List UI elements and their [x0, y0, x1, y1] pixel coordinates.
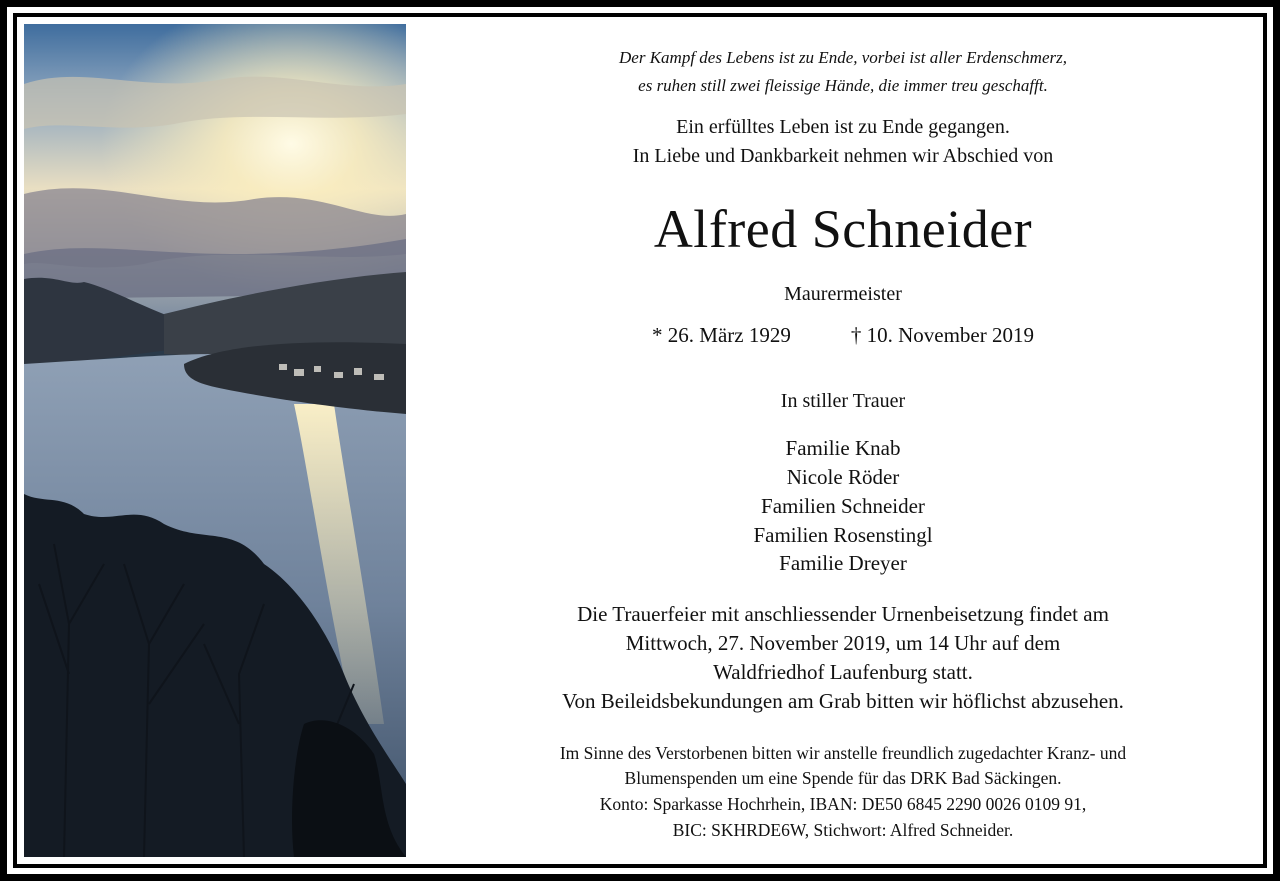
- mourners-heading: In stiller Trauer: [780, 390, 906, 412]
- birth-date: * 26. März 1929: [652, 323, 791, 347]
- life-dates: [430, 323, 1256, 348]
- ceremony-line-4: Von Beileidsbekundungen am Grab bitten wir höflichst abzusehen.: [562, 689, 1124, 713]
- mourner-family: Familien Rosenstingl: [753, 523, 933, 547]
- death-date: † 10. November 2019: [850, 323, 1034, 347]
- profession: Maurermeister: [784, 283, 902, 305]
- intro-line-2: In Liebe und Dankbarkeit nehmen wir Abschied von: [632, 145, 1054, 167]
- donation-line-1: Im Sinne des Verstorbenen bitten wir anstelle freundlich zugedachter Kranz- und: [559, 743, 1127, 763]
- landscape-image: [24, 24, 406, 857]
- donation-line-2: Blumenspenden um eine Spende für das DRK Bad Säckingen.: [624, 768, 1062, 788]
- obituary-text: [430, 0, 1256, 881]
- quote-line-1: Der Kampf des Lebens ist zu Ende, vorbei ist aller Erdenschmerz,: [619, 48, 1067, 67]
- lake-sunset-photo: [24, 24, 406, 857]
- deceased-name: Alfred Schneider: [653, 199, 1033, 259]
- intro-line-1: Ein erfülltes Leben ist zu Ende gegangen.: [676, 116, 1010, 138]
- quote-line-2: es ruhen still zwei fleissige Hände, die immer treu geschafft.: [638, 76, 1048, 95]
- mourner-family: Familie Dreyer: [779, 551, 907, 575]
- ceremony-line-1: Die Trauerfeier mit anschliessender Urnenbeisetzung findet am: [577, 602, 1109, 626]
- mourner-family: Familie Knab: [785, 436, 901, 460]
- ceremony-line-2: Mittwoch, 27. November 2019, um 14 Uhr auf dem: [625, 631, 1061, 655]
- donation-line-4: BIC: SKHRDE6W, Stichwort: Alfred Schneider.: [672, 820, 1014, 840]
- donation-line-3: Konto: Sparkasse Hochrhein, IBAN: DE50 6845 2290 0026 0109 91,: [599, 794, 1087, 814]
- ceremony-line-3: Waldfriedhof Laufenburg statt.: [713, 660, 973, 684]
- mourner-family: Familien Schneider: [761, 494, 925, 518]
- mourner-family: Nicole Röder: [786, 465, 900, 489]
